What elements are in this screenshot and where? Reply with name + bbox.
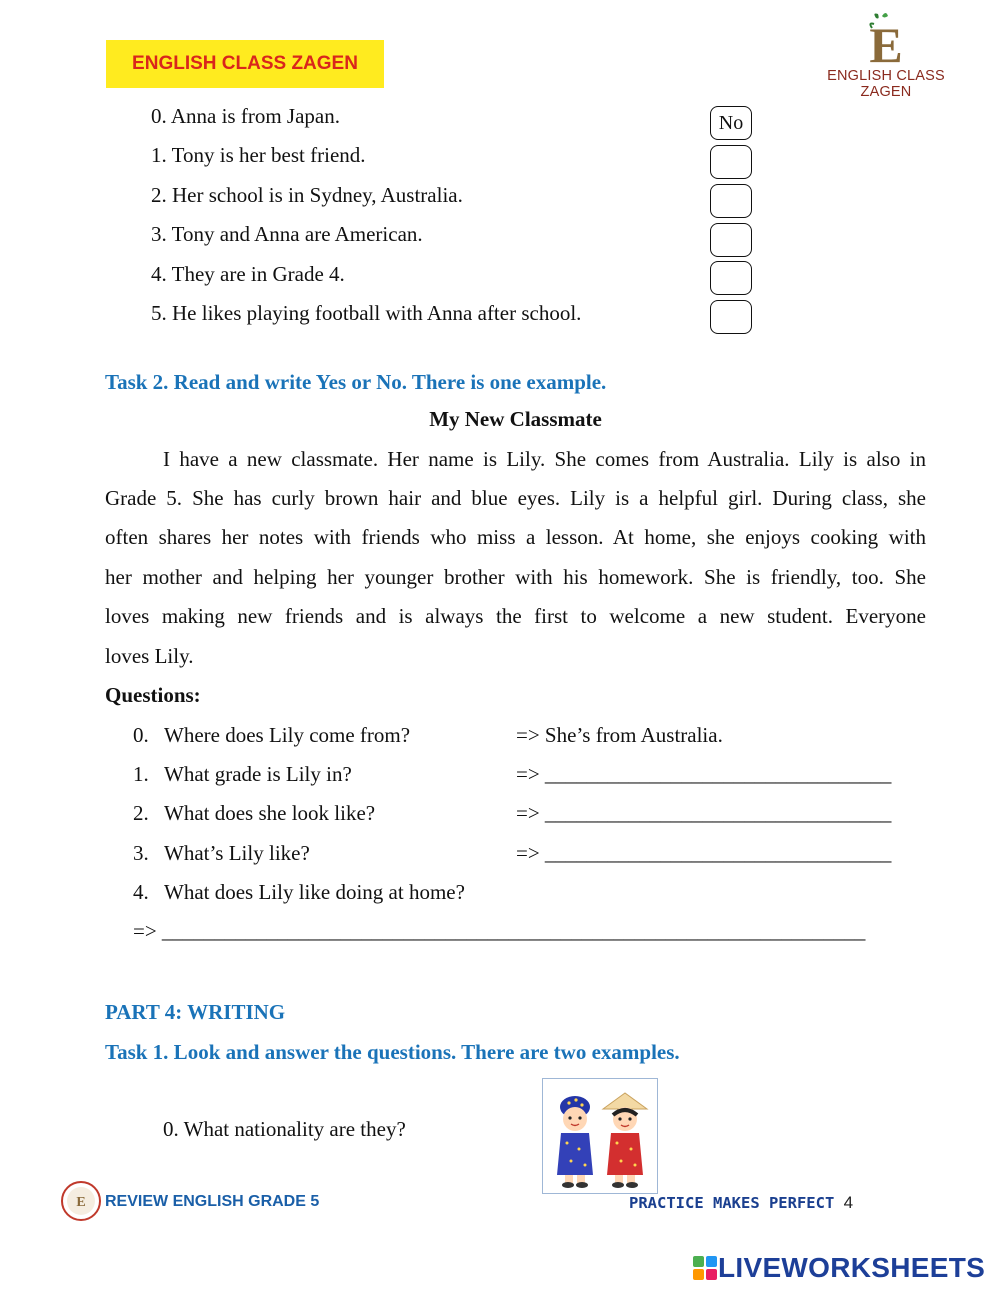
question-text: What does Lily like doing at home? — [164, 880, 465, 904]
brand-logo — [806, 10, 966, 100]
liveworksheets-logo — [692, 1252, 985, 1284]
statement-0: 0. Anna is from Japan. — [151, 104, 340, 128]
question-number: 4. — [133, 880, 149, 904]
answer-blank-3[interactable]: => _________________________________ — [516, 841, 892, 865]
statement-3: 3. Tony and Anna are American. — [151, 222, 423, 246]
answer-box-3[interactable] — [710, 223, 752, 257]
footer-motto: PRACTICE MAKES PERFECT — [629, 1194, 835, 1212]
paragraph-line-3: often shares her notes with friends who miss a lesson. At home, she enjoys cooking with — [105, 525, 926, 549]
paragraph-line-4: her mother and helping her younger brother with his homework. She is friendly, too. She — [105, 565, 926, 589]
answer-box-4[interactable] — [710, 261, 752, 295]
logo-text: ENGLISH CLASS ZAGEN — [827, 68, 945, 100]
writing-task1-heading: Task 1. Look and answer the questions. There are two examples. — [105, 1040, 680, 1064]
paragraph-line-2: Grade 5. She has curly brown hair and blue eyes. Lily is a helpful girl. During class, she — [105, 486, 926, 510]
question-text: What does she look like? — [164, 801, 376, 825]
svg-text:E: E — [76, 1195, 86, 1210]
liveworksheets-text: LIVEWORKSHEETS — [718, 1252, 986, 1283]
question-number: 1. — [133, 762, 149, 786]
logo-emblem-icon — [806, 10, 966, 70]
footer-left-text: REVIEW ENGLISH GRADE 5 — [105, 1193, 320, 1210]
task2-heading: Task 2. Read and write Yes or No. There is one example. — [105, 370, 607, 394]
question-text: What’s Lily like? — [164, 841, 310, 865]
question-number: 0. — [133, 723, 149, 747]
paragraph-line-5: loves making new friends and is always the first to welcome a new student. Everyone — [105, 604, 926, 628]
question-text: What grade is Lily in? — [164, 762, 352, 786]
vietnamese-children-icon — [543, 1079, 657, 1193]
example-answer: => She’s from Australia. — [516, 723, 723, 747]
story-title: My New Classmate — [429, 407, 602, 431]
writing-question-0: 0. What nationality are they? — [163, 1117, 406, 1141]
statement-2: 2. Her school is in Sydney, Australia. — [151, 183, 463, 207]
answer-blank-2[interactable]: => _________________________________ — [516, 801, 892, 825]
answer-box-5[interactable] — [710, 300, 752, 334]
paragraph-line-1: I have a new classmate. Her name is Lily. She comes from Australia. Lily is also in — [163, 447, 926, 471]
logo-letter: E — [869, 17, 903, 70]
statement-5: 5. He likes playing football with Anna after school. — [151, 301, 582, 325]
paragraph-line-6: loves Lily. — [105, 644, 194, 668]
question-text: Where does Lily come from? — [164, 723, 411, 747]
answer-blank-4[interactable]: => ___________________________________________________________________ — [133, 919, 866, 943]
footer-right — [629, 1193, 853, 1213]
questions-label: Questions: — [105, 683, 201, 707]
brand-label-box — [106, 40, 384, 88]
question-number: 3. — [133, 841, 149, 865]
children-illustration — [542, 1078, 658, 1194]
brand-label: ENGLISH CLASS ZAGEN — [132, 53, 358, 74]
answer-box-2[interactable] — [710, 184, 752, 218]
statement-1: 1. Tony is her best friend. — [151, 143, 366, 167]
statement-4: 4. They are in Grade 4. — [151, 262, 345, 286]
answer-box-1[interactable] — [710, 145, 752, 179]
question-number: 2. — [133, 801, 149, 825]
answer-box-0: No — [710, 106, 752, 140]
answer-blank-1[interactable]: => _________________________________ — [516, 762, 892, 786]
footer-logo-icon — [61, 1181, 101, 1221]
part4-heading: PART 4: WRITING — [105, 1000, 286, 1024]
liveworksheets-icon — [692, 1255, 718, 1281]
page-number: 4 — [843, 1193, 854, 1212]
